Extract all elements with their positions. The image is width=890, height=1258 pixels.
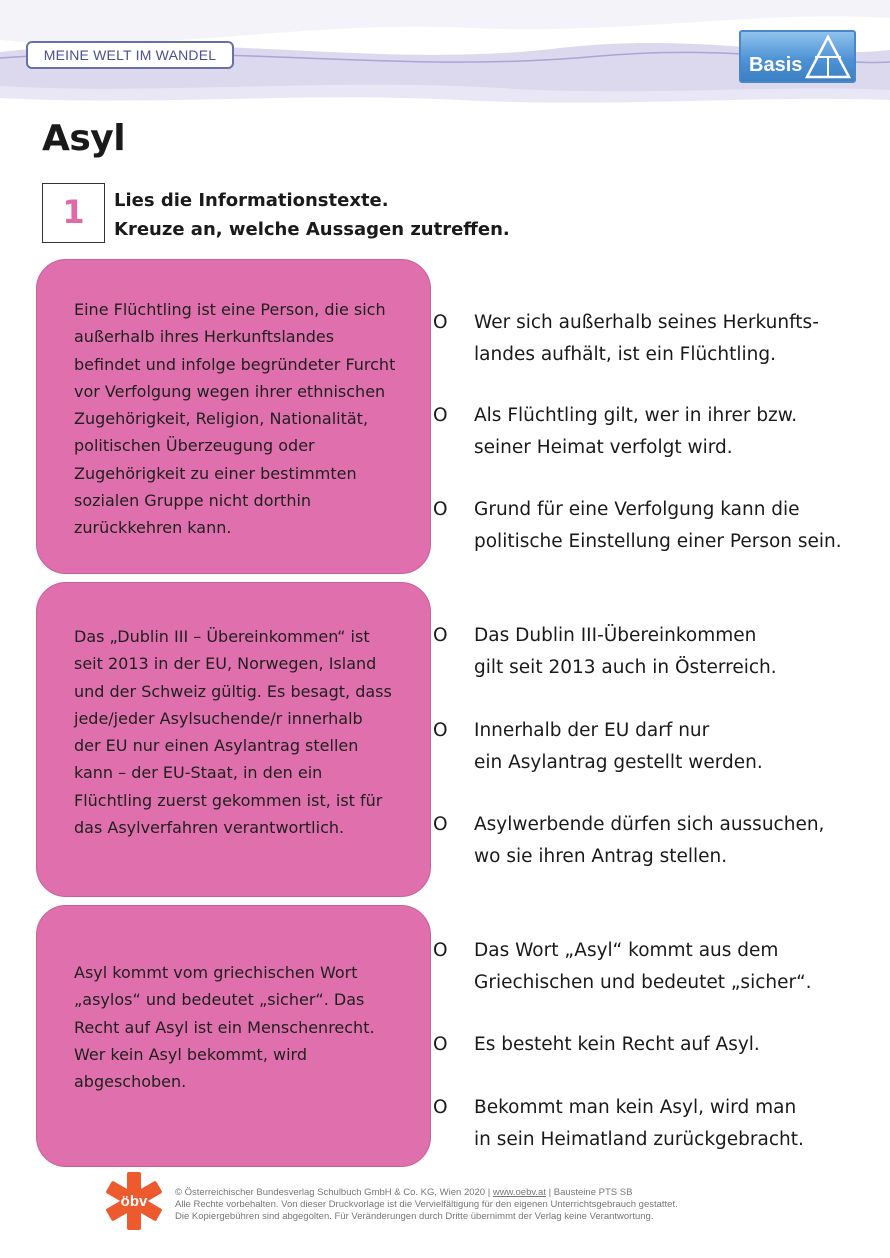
checkbox-marker[interactable]: O [433,720,448,741]
statement-text: Asylwerbende dürfen sich aussuchen, wo sie ihren Antrag stellen. [474,814,825,867]
checkbox-marker[interactable]: O [433,1034,448,1055]
page-title: Asyl [42,118,126,159]
statement-text: Innerhalb der EU darf nur ein Asylantrag gestellt werden. [474,720,763,773]
statement-text: Das Wort „Asyl“ kommt aus dem Griechischen und bedeutet „sicher“. [474,940,812,993]
info-box-text: Das „Dublin III – Übereinkommen“ ist seit 2013 in der EU, Norwegen, Island und der Schweiz gültig. Es besagt, dass jede/jeder Asylsuchende/r innerhalb der EU nur einen Asylantrag stellen kann – der EU-Staat, in den ein Flüchtling zuerst gekommen ist, ist für das Asylverfahren verantwortlich. [74,627,392,838]
task-instruction-line: Kreuze an, welche Aussagen zutreffen. [114,219,510,240]
task-number-box [42,183,105,243]
checkbox-marker[interactable]: O [433,405,448,426]
statement-text: Bekommt man kein Asyl, wird man in sein Heimatland zurückgebracht. [474,1097,804,1150]
footer-line: Alle Rechte vorbehalten. Von dieser Druckvorlage ist die Vervielfältigung für den eigenen Unterrichtsgebrauch gestattet. [175,1199,678,1210]
info-box-text: Eine Flüchtling ist eine Person, die sich außerhalb ihres Herkunftslandes befindet und infolge begründeter Furcht vor Verfolgung wegen ihrer ethnischen Zugehörigkeit, Religion, Nationalität, politischen Überzeugung oder Zugehörigkeit zu einer bestimmten sozialen Gruppe nicht dorthin zurückkehren kann. [74,300,396,538]
task-instruction-line: Lies die Informationstexte. [114,190,389,211]
info-box-text: Asyl kommt vom griechischen Wort „asylos“ und bedeutet „sicher“. Das Recht auf Asyl ist ein Menschenrecht. Wer kein Asyl bekommt, wird abgeschoben. [74,963,375,1092]
checkbox-marker[interactable]: O [433,312,448,333]
logo-text: öbv [120,1193,148,1210]
checkbox-marker[interactable]: O [433,814,448,835]
statement-text: Als Flüchtling gilt, wer in ihrer bzw. seiner Heimat verfolgt wird. [474,405,798,458]
badge-label: Basis [749,54,803,76]
info-box [36,905,431,1167]
task-instructions [114,186,510,244]
checkbox-marker[interactable]: O [433,1097,448,1118]
task-number: 1 [62,193,85,231]
checkbox-marker[interactable]: O [433,940,448,961]
footer-line: Die Kopiergebühren sind abgegolten. Für Veränderungen durch Dritte übernimmt der Verlag keine Verantwortung. [175,1211,654,1222]
footer-line [175,1187,678,1199]
footer-copyright [175,1187,678,1223]
series-label: MEINE WELT IM WANDEL [26,41,234,69]
info-box [36,259,431,574]
checkbox-marker[interactable]: O [433,625,448,646]
info-box [36,582,431,897]
statement-text: Das Dublin III-Übereinkommen gilt seit 2013 auch in Österreich. [474,625,777,678]
statement-text: Grund für eine Verfolgung kann die politische Einstellung einer Person sein. [474,499,842,552]
oebv-logo [104,1170,164,1230]
checkbox-marker[interactable]: O [433,499,448,520]
statement-text: Es besteht kein Recht auf Asyl. [474,1034,760,1055]
statement-text: Wer sich außerhalb seines Herkunfts- landes aufhält, ist ein Flüchtling. [474,312,819,365]
publisher-link[interactable]: www.oebv.at [492,1187,546,1198]
footer-text-part: © Österreichischer Bundesverlag Schulbuch GmbH & Co. KG, Wien 2020 | [175,1187,493,1198]
footer-text-part: | Bausteine PTS SB [545,1187,633,1198]
basis-level-badge [739,30,856,83]
triangle-level-icon [805,35,851,80]
